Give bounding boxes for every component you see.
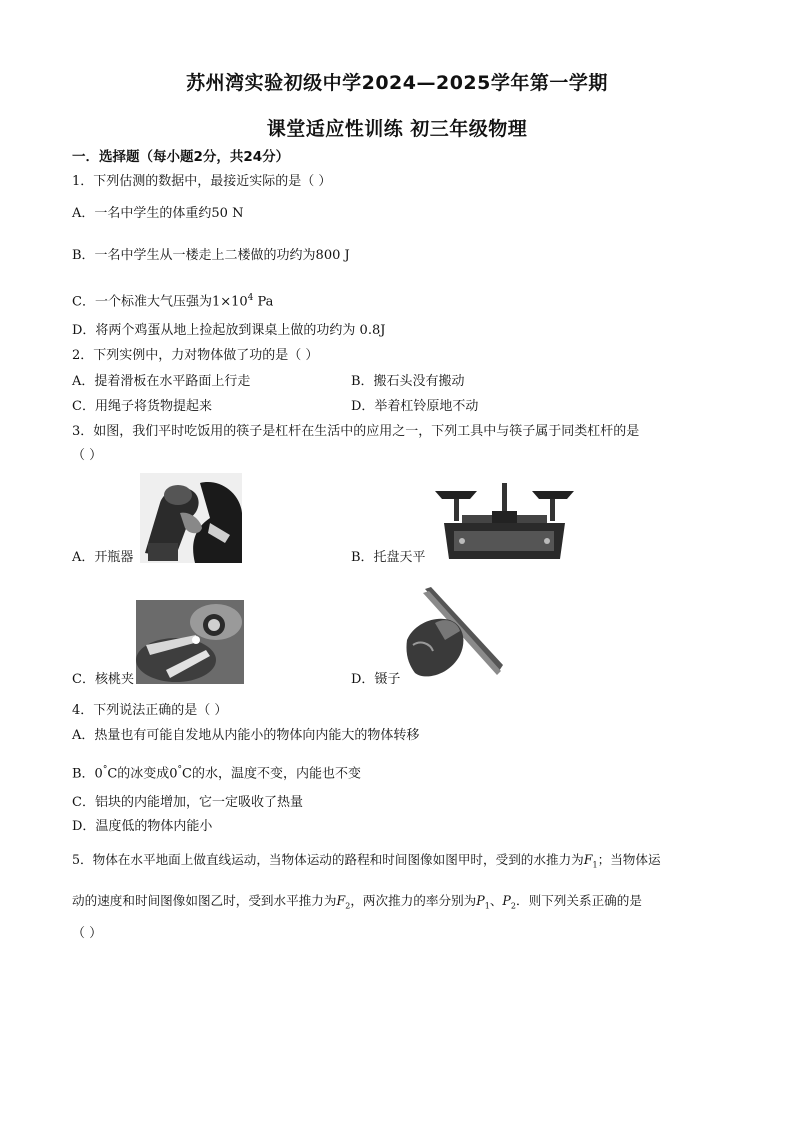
- q4-option-d: D．温度低的物体内能小: [72, 819, 213, 834]
- q5-sub-p1: 1: [484, 901, 490, 911]
- q3-option-a: A．开瓶器: [72, 550, 134, 565]
- q2-option-c: C．用绳子将货物提起来: [72, 399, 212, 414]
- q5-line-1: [72, 851, 661, 875]
- q5-line-2-mid: ，两次推力的率分别为: [350, 893, 477, 908]
- q1-option-c-exponent: 4: [247, 293, 254, 303]
- q1-option-c: [72, 289, 273, 311]
- q1-option-c-unit: Pa: [253, 294, 274, 310]
- q4-option-b-suffix: C的水，温度不变，内能也不变: [182, 766, 361, 782]
- q4-option-b-prefix: B．0: [72, 766, 103, 782]
- q4-option-c: C．铝块的内能增加，它一定吸收了热量: [72, 795, 303, 810]
- q3-option-d: D．镊子: [351, 672, 401, 687]
- q1-option-c-text: C．一个标准大气压强为1×10: [72, 294, 248, 310]
- q1-stem: 1．下列估测的数据中，最接近实际的是（ ）: [72, 174, 332, 189]
- nutcracker-image: [136, 600, 244, 684]
- q1-option-a: A．一名中学生的体重约50 N: [72, 206, 244, 221]
- q3-paren: （ ）: [72, 448, 103, 463]
- document-title: 苏州湾实验初级中学2024—2025学年第一学期: [186, 72, 608, 94]
- q5-var-p2: P: [502, 893, 511, 908]
- q3-option-c: C．核桃夹: [72, 672, 134, 687]
- q3-option-b: B．托盘天平: [351, 550, 426, 565]
- q4-degree-1: °: [102, 765, 108, 775]
- tweezers-image: [405, 585, 505, 683]
- q5-var-f2: F: [336, 893, 346, 908]
- q4-option-b-middle: C的冰变成0: [107, 766, 178, 782]
- q5-line-1-text: 5．物体在水平地面上做直线运动，当物体运动的路程和时间图像如图甲时，受到的水推力为: [72, 852, 584, 867]
- q5-var-f1: F: [583, 852, 593, 867]
- q4-option-b: [72, 761, 361, 783]
- q1-option-b: B．一名中学生从一楼走上二楼做的功约为800 J: [72, 248, 350, 263]
- q5-sub-2: 2: [345, 901, 351, 911]
- q4-option-a: A．热量也有可能自发地从内能小的物体向内能大的物体转移: [72, 728, 420, 743]
- q5-line-2: [72, 892, 642, 916]
- q5-line-2-text: 动的速度和时间图像如图乙时，受到水平推力为: [72, 893, 337, 908]
- q5-var-p1: P: [476, 893, 485, 908]
- q5-line-2-end: ．则下列关系正确的是: [516, 893, 642, 908]
- q5-sub-1: 1: [592, 860, 598, 870]
- bottle-opener-image: [140, 473, 242, 563]
- balance-scale-image: [432, 481, 577, 561]
- q5-line-1-end: ；当物体运: [597, 852, 661, 867]
- q2-stem: 2．下列实例中，力对物体做了功的是（ ）: [72, 348, 319, 363]
- q4-stem: 4．下列说法正确的是（ ）: [72, 703, 228, 718]
- document-subtitle: 课堂适应性训练 初三年级物理: [266, 118, 528, 140]
- section-heading: 一．选择题（每小题2分，共24分）: [72, 149, 290, 165]
- q2-option-a: A．提着滑板在水平路面上行走: [72, 374, 251, 389]
- q5-separator: 、: [489, 893, 503, 908]
- q4-degree-2: °: [177, 765, 183, 775]
- q2-option-b: B．搬石头没有搬动: [351, 374, 465, 389]
- q2-option-d: D．举着杠铃原地不动: [351, 399, 479, 414]
- q5-paren: （ ）: [72, 926, 103, 941]
- q5-sub-p2: 2: [510, 901, 516, 911]
- q3-stem: 3．如图，我们平时吃饭用的筷子是杠杆在生活中的应用之一，下列工具中与筷子属于同类杠杆的是: [72, 424, 640, 439]
- q1-option-d: D．将两个鸡蛋从地上捡起放到课桌上做的功约为 0.8J: [72, 323, 386, 338]
